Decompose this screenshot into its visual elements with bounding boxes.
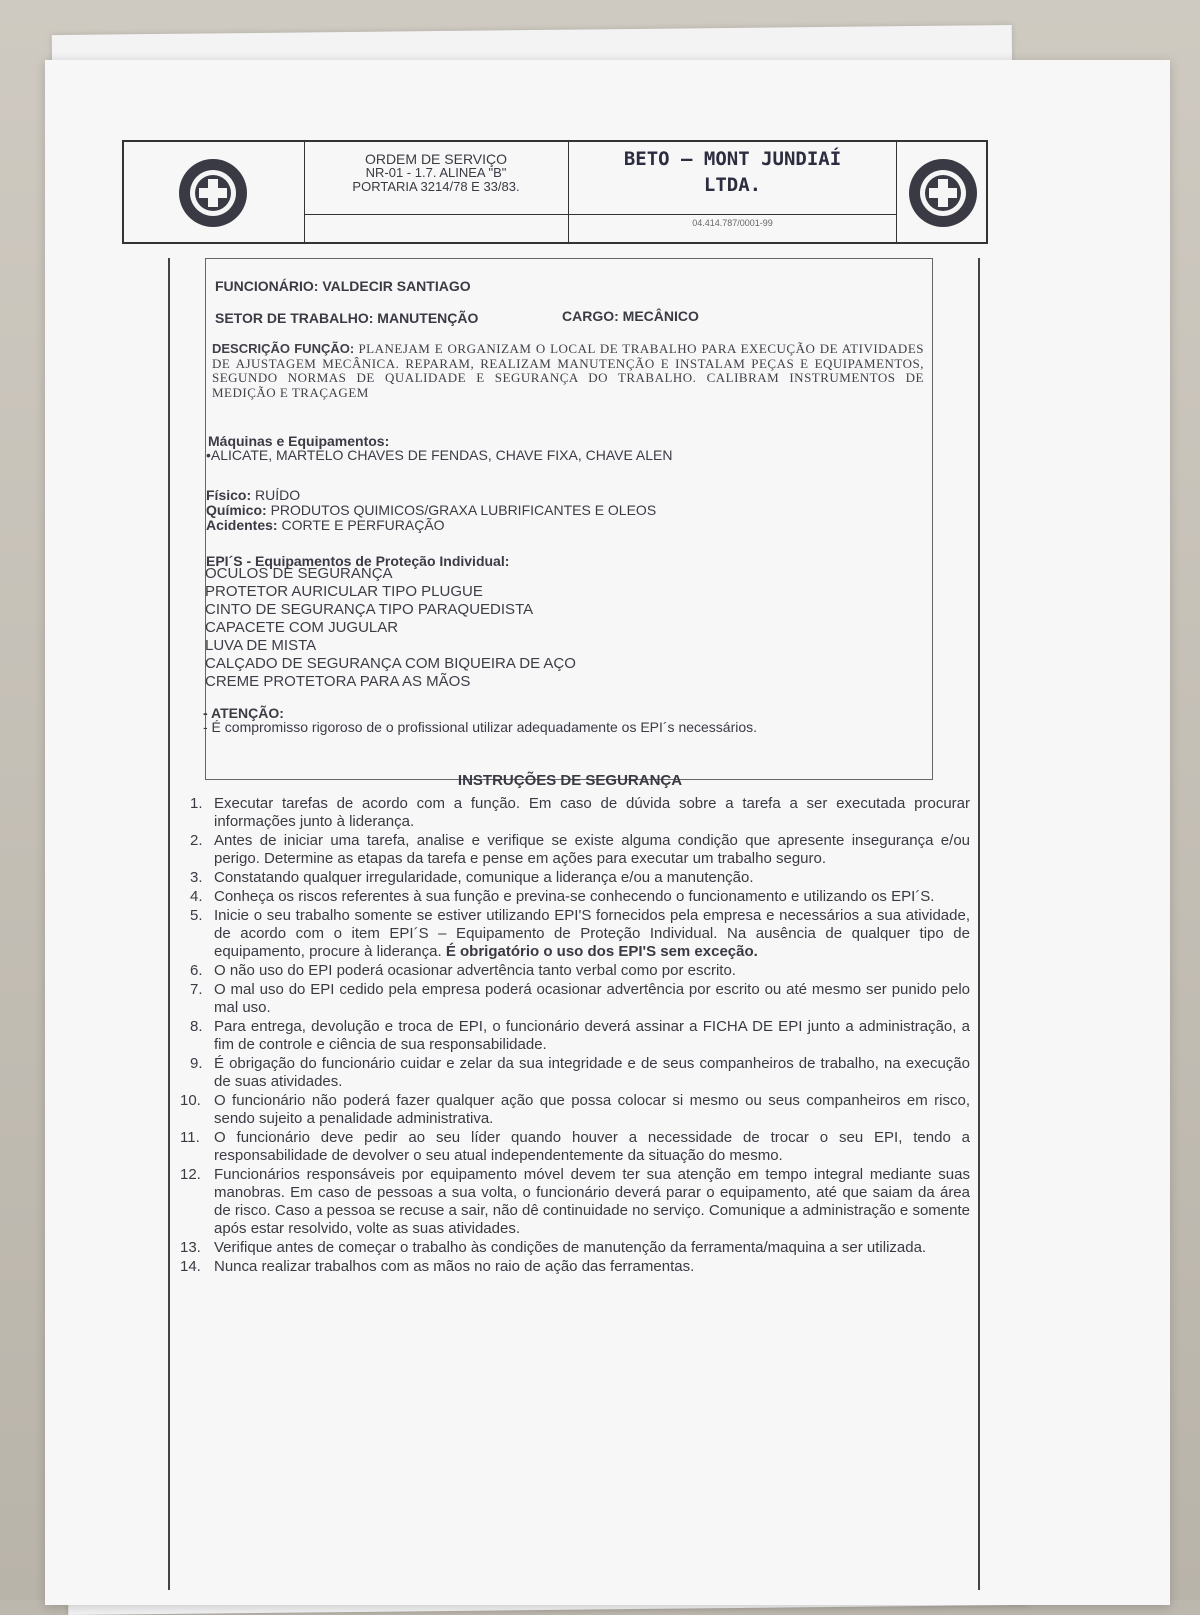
- machines-list: •ALICATE, MARTELO CHAVES DE FENDAS, CHAVE FIXA, CHAVE ALEN: [206, 447, 673, 463]
- instruction-text: Para entrega, devolução e troca de EPI, o funcionário deverá assinar a FICHA DE EPI junto a administração, a fim de controle e ciência de sua responsabilidade.: [214, 1018, 970, 1053]
- safety-cross-logo-icon: [176, 156, 250, 230]
- company-line-2: LTDA.: [703, 174, 762, 196]
- attention-text: - É compromisso rigoroso de o profissional utilizar adequadamente os EPI´s necessários.: [203, 719, 758, 735]
- instruction-item: [180, 1239, 970, 1257]
- header-divider: [896, 142, 897, 242]
- instruction-number: 4.: [190, 888, 203, 905]
- risk-physical: [206, 487, 300, 503]
- epi-item: LUVA DE MISTA: [205, 637, 317, 654]
- risk-accidents-label: Acidentes:: [206, 517, 278, 533]
- machines-label: Máquinas e Equipamentos:: [208, 433, 390, 449]
- instruction-text: Executar tarefas de acordo com a função. Em caso de dúvida sobre a tarefa a ser executada procurar informações junto à liderança.: [214, 795, 970, 830]
- instruction-number: 12.: [180, 1166, 201, 1183]
- instruction-text: Constatando qualquer irregularidade, comunique a liderança e/ou a manutenção.: [214, 869, 754, 886]
- safety-instructions-title: INSTRUÇÕES DE SEGURANÇA: [457, 772, 683, 789]
- instruction-item: [180, 1166, 970, 1238]
- header-table: [122, 140, 988, 244]
- instruction-number: 5.: [190, 907, 203, 924]
- instruction-number: 9.: [190, 1055, 203, 1072]
- attention-label: - ATENÇÃO:: [203, 705, 284, 721]
- instruction-item: [180, 1129, 970, 1165]
- risk-chemical: [206, 502, 656, 518]
- epi-item: CREME PROTETORA PARA AS MÃOS: [205, 673, 471, 690]
- instruction-text: Verifique antes de começar o trabalho às condições de manutenção da ferramenta/maquina a ser utilizada.: [214, 1239, 927, 1256]
- safety-instructions-list: [180, 795, 970, 1277]
- instruction-emphasis: É obrigatório o uso dos EPI'S sem exceção.: [445, 943, 758, 960]
- company-line-1: BETO – MONT JUNDIAÍ: [623, 148, 842, 170]
- instruction-number: 11.: [180, 1129, 200, 1146]
- instruction-item: [180, 1018, 970, 1054]
- risk-physical-text: RUÍDO: [255, 487, 301, 503]
- instruction-item: [180, 981, 970, 1017]
- epi-item: OCULOS DE SEGURANÇA: [205, 565, 393, 582]
- epi-item: PROTETOR AURICULAR TIPO PLUGUE: [205, 583, 483, 600]
- work-sector: SETOR DE TRABALHO: MANUTENÇÃO: [215, 310, 479, 326]
- os-line-2: NR-01 - 1.7. ALINEA "B": [365, 165, 507, 180]
- job-description-text: PLANEJAM E ORGANIZAM O LOCAL DE TRABALHO PARA EXECUÇÃO DE ATIVIDADES DE AJUSTAGEM MECÂNICA. REPARAM, REALIZAM MANUTENÇÃO E INSTALAM PEÇAS E EQUIPAMENTOS, SEGUNDO NORMAS DE QUALIDADE E SEGURANÇA DO TRABALHO. CALIBRAM INSTRUMENTOS DE MEDIÇÃO E TRAÇAGEM: [212, 341, 924, 400]
- instruction-text: Inicie o seu trabalho somente se estiver utilizando EPI'S fornecidos pela empresa e necessários a sua atividade, de acordo com o item EPI´S – Equipamento de Proteção Individual. Na ausência de qualquer tipo de equipamento, procure à liderança.: [214, 907, 970, 960]
- risk-accidents-text: CORTE E PERFURAÇÃO: [281, 517, 445, 533]
- instruction-number: 14.: [180, 1258, 201, 1275]
- os-line-3: PORTARIA 3214/78 E 33/83.: [352, 179, 520, 194]
- company-cnpj: 04.414.787/0001-99: [692, 218, 773, 228]
- job-description-label: DESCRIÇÃO FUNÇÃO:: [212, 341, 355, 356]
- instruction-text: Nunca realizar trabalhos com as mãos no raio de ação das ferramentas.: [214, 1258, 695, 1275]
- instruction-text: O mal uso do EPI cedido pela empresa poderá ocasionar advertência por escrito ou até mesmo ser punido pelo mal uso.: [214, 981, 970, 1016]
- epi-item: CALÇADO DE SEGURANÇA COM BIQUEIRA DE AÇO: [205, 655, 576, 672]
- instruction-text: O funcionário não poderá fazer qualquer ação que possa colocar si mesmo ou seus companheiros em risco, sendo sujeito a penalidade administrativa.: [214, 1092, 970, 1127]
- instruction-text: É obrigação do funcionário cuidar e zelar da sua integridade e de seus companheiros de trabalho, na execução de suas atividades.: [214, 1055, 970, 1090]
- instruction-item: [180, 962, 970, 980]
- instruction-item: [180, 832, 970, 868]
- epi-item: CINTO DE SEGURANÇA TIPO PARAQUEDISTA: [205, 601, 534, 618]
- safety-cross-logo-icon: [906, 156, 980, 230]
- instruction-text: O não uso do EPI poderá ocasionar advertência tanto verbal como por escrito.: [214, 962, 736, 979]
- instruction-item: [180, 795, 970, 831]
- risk-chemical-label: Químico:: [206, 502, 267, 518]
- os-line-1: ORDEM DE SERVIÇO: [364, 151, 508, 167]
- instruction-number: 1.: [190, 795, 203, 812]
- instruction-item: [180, 1055, 970, 1091]
- job-description: [212, 342, 924, 400]
- instruction-number: 2.: [190, 832, 203, 849]
- risk-physical-label: Físico:: [206, 487, 252, 503]
- job-title: CARGO: MECÂNICO: [562, 308, 699, 324]
- instruction-number: 13.: [180, 1239, 201, 1256]
- instruction-item: [180, 1092, 970, 1128]
- risk-accidents: [206, 517, 445, 533]
- instruction-text: Antes de iniciar uma tarefa, analise e verifique se existe alguma condição que apresente insegurança e/ou perigo. Determine as etapas da tarefa e pense em ações para executar um trabalho seguro.: [214, 832, 970, 867]
- instruction-number: 10.: [180, 1092, 201, 1109]
- instruction-number: 3.: [190, 869, 203, 886]
- instruction-item: [180, 888, 970, 906]
- instruction-text: Conheça os riscos referentes à sua função e previna-se conhecendo o funcionamento e utilizando os EPI´S.: [214, 888, 935, 905]
- epi-item: CAPACETE COM JUGULAR: [205, 619, 399, 636]
- epi-list: [205, 565, 576, 691]
- instruction-item: [180, 869, 970, 887]
- instruction-number: 7.: [190, 981, 203, 998]
- risk-chemical-text: PRODUTOS QUIMICOS/GRAXA LUBRIFICANTES E OLEOS: [270, 502, 657, 518]
- employee-name: FUNCIONÁRIO: VALDECIR SANTIAGO: [215, 278, 471, 294]
- header-divider: [304, 214, 896, 215]
- instruction-text: Funcionários responsáveis por equipamento móvel devem ter sua atenção em tempo integral mediante suas manobras. Em caso de pessoas a sua volta, o funcionário deverá parar o equipamento, até que saiam da área de risco. Caso a pessoa se recuse a sair, não dê continuidade no serviço. Comunique a administração e somente após estar resolvido, volte as suas atividades.: [214, 1166, 970, 1237]
- service-order-title: [304, 152, 568, 194]
- instruction-item: [180, 907, 970, 961]
- epi-title: EPI´S - Equipamentos de Proteção Individual:: [206, 553, 510, 569]
- instruction-number: 6.: [190, 962, 203, 979]
- company-name: [569, 146, 896, 198]
- instruction-number: 8.: [190, 1018, 203, 1035]
- instruction-text: O funcionário deve pedir ao seu líder quando houver a necessidade de trocar o seu EPI, tendo a responsabilidade de devolver o seu atual independentemente da situação do mesmo.: [214, 1129, 970, 1164]
- instruction-item: [180, 1258, 970, 1276]
